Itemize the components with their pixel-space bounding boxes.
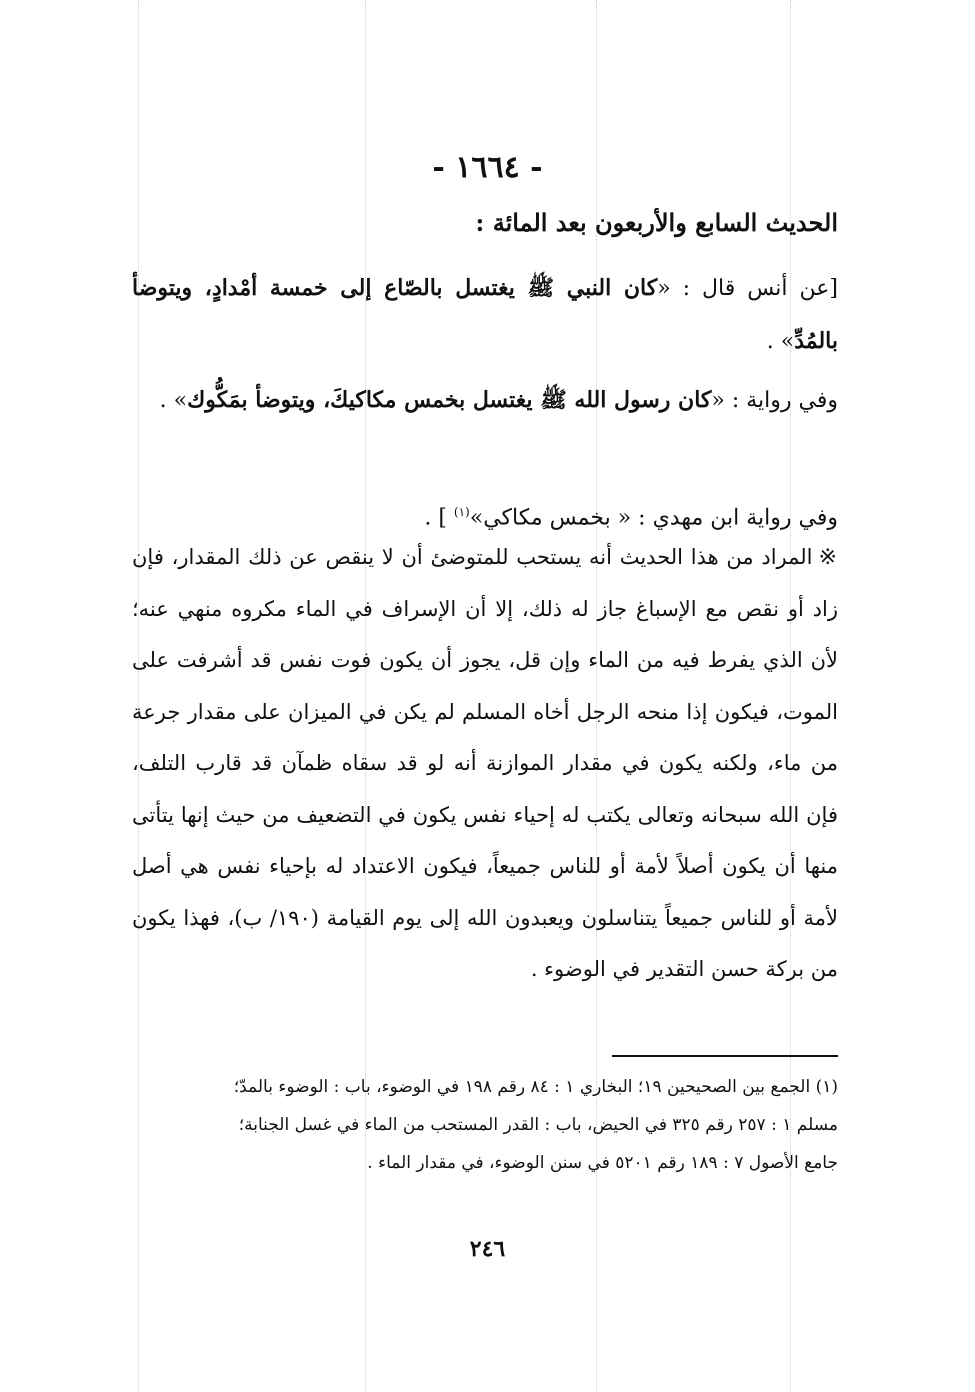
- hadith-intro: [عن أنس قال : «: [657, 276, 838, 301]
- bracket-close: ] .: [424, 505, 454, 531]
- commentary-marker-icon: ※: [818, 545, 838, 570]
- footnote-line: (١) الجمع بين الصحيحين ١٩؛ البخاري ١ : ٨٤ رقم ١٩٨ في الوضوء، باب : الوضوء بالمدّ؛: [233, 1077, 838, 1097]
- hadith-quote-close: » .: [766, 329, 795, 354]
- hadith-paragraph: [132, 262, 838, 368]
- riwaya-paragraph: [132, 374, 838, 427]
- footnote-line: مسلم ١ : ٢٥٧ رقم ٣٢٥ في الحيض، باب : القدر المستحب من الماء في غسل الجنابة؛: [238, 1115, 838, 1135]
- riwaya-quote-close: » .: [159, 388, 188, 413]
- riwaya-matn: كان رسول الله ﷺ يغتسل بخمس مكاكيكَ، ويتوضأ بمَكُّوك: [187, 387, 712, 413]
- commentary-paragraph: [132, 532, 838, 996]
- footnote-line: جامع الأصول ٧ : ١٨٩ رقم ٥٢٠١ في سنن الوضوء، في مقدار الماء .: [367, 1153, 838, 1173]
- page-number: ٢٤٦: [469, 1236, 506, 1262]
- footnotes: [132, 1068, 838, 1182]
- riwaya-intro: وفي رواية : «: [711, 388, 838, 413]
- footnote-divider: [612, 1055, 838, 1057]
- section-heading: الحديث السابع والأربعون بعد المائة :: [475, 208, 838, 237]
- hadith-number: - ١٦٦٤ -: [432, 150, 543, 185]
- ibn-mahdi-text: وفي رواية ابن مهدي : « بخمس مكاكي»: [469, 505, 838, 531]
- commentary-text: المراد من هذا الحديث أنه يستحب للمتوضئ أن لا ينقص عن ذلك المقدار، فإن زاد أو نقص مع الإسباغ جاز له ذلك، إلا أن الإسراف في الماء مكروه منهي عنه؛ لأن الذي يفرط فيه من الماء وإن قل، يجوز أن يكون فوت نفس قد أشرفت على الموت، فيكون إذا منحه الرجل أخاه المسلم لم يكن في الميزان على مقدار جرعة من ماء، ولكنه يكون في مقدار الموازنة أنه لو قد سقاه ظمآن قد قارب التلف، فإن الله سبحانه وتعالى يكتب له إحياء نفس يكون في التضعيف من حيث إنها يتأتى منها أن يكون أصلاً لأمة أو للناس جميعاً، فيكون الاعتداد له بإحياء نفس هي أصل لأمة أو للناس جميعاً يتناسلون ويعبدون الله إلى يوم القيامة (١٩٠/ ب)، فهذا يكون من بركة حسن التقدير في الوضوء .: [132, 545, 838, 981]
- hadith-matn: كان النبي ﷺ يغتسل بالصّاع إلى خمسة أمْدادٍ، ويتوضأ بالمُدِّ: [132, 275, 838, 354]
- footnote-reference: (١): [453, 505, 470, 519]
